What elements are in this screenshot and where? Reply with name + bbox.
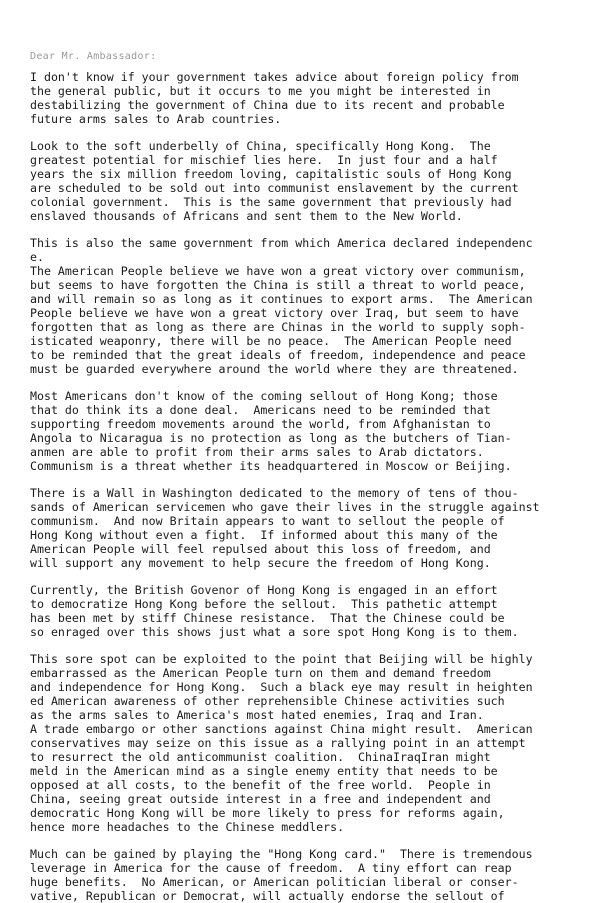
text-line: to resurrect the old anticommunist coalition. ChinaIraqIran might [30, 750, 491, 764]
text-line: This sore spot can be exploited to the point that Beijing will be highly [30, 652, 533, 666]
text-line: e. [30, 250, 44, 264]
text-line: but seems to have forgotten the China is still a threat to world peace, [30, 278, 526, 292]
paragraph-gap [30, 223, 590, 236]
text-line: People believe we have won a great victory over Iraq, but seem to have [30, 306, 519, 320]
paragraph [30, 583, 590, 639]
text-line: China, seeing great outside interest in a free and independent and [30, 792, 491, 806]
text-line: opposed at all costs, to the benefit of the free world. People in [30, 778, 491, 792]
text-line: must be guarded everywhere around the world where they are threatened. [30, 362, 519, 376]
text-line: years the six million freedom loving, capitalistic souls of Hong Kong [30, 167, 512, 181]
text-line: will support any movement to help secure the freedom of Hong Kong. [30, 556, 491, 570]
paragraph-gap [30, 126, 590, 139]
text-line: embarrassed as the American People turn on them and demand freedom [30, 666, 491, 680]
text-line: meld in the American mind as a single enemy entity that needs to be [30, 764, 498, 778]
text-line: ed American awareness of other reprehensible Chinese activities such [30, 694, 505, 708]
text-line: supporting freedom movements around the world, from Afghanistan to [30, 417, 491, 431]
text-line: The American People believe we have won a great victory over communism, [30, 264, 526, 278]
text-line: to democratize Hong Kong before the sellout. This pathetic attempt [30, 597, 498, 611]
text-line: conservatives may seize on this issue as a rallying point in an attempt [30, 736, 526, 750]
text-line: American People will feel repulsed about this loss of freedom, and [30, 542, 491, 556]
paragraph [30, 847, 590, 903]
text-line: Much can be gained by playing the "Hong Kong card." There is tremendous [30, 847, 533, 861]
paragraph-gap [30, 376, 590, 389]
text-line: I don't know if your government takes advice about foreign policy from [30, 70, 519, 84]
text-line: This is also the same government from which America declared independenc [30, 236, 533, 250]
text-line: colonial government. This is the same government that previously had [30, 195, 512, 209]
text-line: greatest potential for mischief lies here. In just four and a half [30, 153, 498, 167]
text-line: that do think its a done deal. Americans need to be reminded that [30, 403, 491, 417]
paragraph-gap [30, 639, 590, 652]
text-line: anmen are able to profit from their arms sales to Arab dictators. [30, 445, 484, 459]
text-line: communism. And now Britain appears to want to sellout the people of [30, 514, 505, 528]
paragraph [30, 139, 590, 223]
text-line: forgotten that as long as there are Chinas in the world to supply soph- [30, 320, 526, 334]
text-line: future arms sales to Arab countries. [30, 112, 282, 126]
paragraph-gap [30, 834, 590, 847]
text-line: destabilizing the government of China due to its recent and probable [30, 98, 505, 112]
text-line: enslaved thousands of Africans and sent them to the New World. [30, 209, 463, 223]
paragraph-gap [30, 473, 590, 486]
text-line: are scheduled to be sold out into communist enslavement by the current [30, 181, 519, 195]
text-line: isticated weaponry, there will be no peace. The American People need [30, 334, 512, 348]
text-line: the general public, but it occurs to me you might be interested in [30, 84, 491, 98]
text-line: Currently, the British Govenor of Hong Kong is engaged in an effort [30, 583, 498, 597]
text-line: Hong Kong without even a fight. If informed about this many of the [30, 528, 498, 542]
paragraph-gap [30, 570, 590, 583]
paragraph [30, 486, 590, 570]
text-line: and independence for Hong Kong. Such a black eye may result in heighten [30, 680, 533, 694]
text-line: Angola to Nicaragua is no protection as long as the butchers of Tian- [30, 431, 512, 445]
text-line: has been met by stiff Chinese resistance. That the Chinese could be [30, 611, 505, 625]
paragraph [30, 70, 590, 126]
text-line: so enraged over this shows just what a sore spot Hong Kong is to them. [30, 625, 519, 639]
paragraph [30, 236, 590, 376]
text-line: democratic Hong Kong will be more likely to press for reforms again, [30, 806, 505, 820]
text-line: as the arms sales to America's most hated enemies, Iraq and Iran. [30, 708, 484, 722]
salutation: Dear Mr. Ambassador: [30, 51, 157, 62]
text-line: hence more headaches to the Chinese meddlers. [30, 820, 345, 834]
text-line: Most Americans don't know of the coming sellout of Hong Kong; those [30, 389, 498, 403]
text-line: vative, Republican or Democrat, will actually endorse the sellout of [30, 889, 505, 903]
text-line: huge benefits. No American, or American politician liberal or conser- [30, 875, 519, 889]
text-line: and will remain so as long as it continues to export arms. The American [30, 292, 533, 306]
paragraph [30, 652, 590, 834]
text-line: to be reminded that the great ideals of freedom, independence and peace [30, 348, 526, 362]
paragraph [30, 389, 590, 473]
text-line: Look to the soft underbelly of China, specifically Hong Kong. The [30, 139, 491, 153]
text-line: leverage in America for the cause of freedom. A tiny effort can reap [30, 861, 512, 875]
letter-body [30, 50, 590, 903]
text-line: A trade embargo or other sanctions against China might result. American [30, 722, 533, 736]
text-line: sands of American servicemen who gave their lives in the struggle against [30, 500, 540, 514]
text-line: There is a Wall in Washington dedicated to the memory of tens of thou- [30, 486, 519, 500]
text-line: Communism is a threat whether its headquartered in Moscow or Beijing. [30, 459, 512, 473]
